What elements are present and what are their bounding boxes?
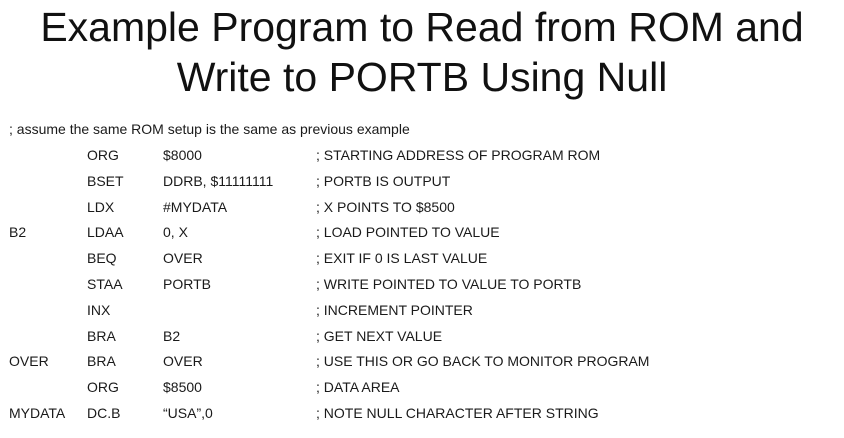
code-comment: ; INCREMENT POINTER [316,301,473,318]
code-line [0,351,844,377]
code-line [0,300,844,326]
code-comment: ; USE THIS OR GO BACK TO MONITOR PROGRAM [316,353,650,370]
code-operand: $8000 [163,147,202,163]
slide-title-line-2: Write to PORTB Using Null [176,54,668,100]
code-line [0,222,844,248]
code-operand: $8500 [163,379,202,396]
code-comment: ; WRITE POINTED TO VALUE TO PORTB [316,275,582,292]
code-line [0,326,844,352]
code-operand: PORTB [163,275,211,292]
code-opcode: BRA [87,353,116,370]
code-comment: ; DATA AREA [316,379,400,396]
code-comment: ; PORTB IS OUTPUT [316,172,451,189]
code-opcode: STAA [87,275,123,292]
code-line [0,248,844,274]
code-line [0,197,844,223]
code-opcode: ORG [87,379,119,396]
code-line [0,403,844,429]
code-opcode: ORG [87,147,119,163]
code-operand: OVER [163,353,203,370]
code-opcode: LDAA [87,224,124,241]
code-opcode: INX [87,301,111,318]
code-comment: ; LOAD POINTED TO VALUE [316,224,500,241]
intro-comment: ; assume the same ROM setup is the same as previous example [9,121,410,137]
code-opcode: LDX [87,198,115,215]
code-comment: ; NOTE NULL CHARACTER AFTER STRING [316,404,599,421]
code-opcode: BSET [87,172,124,189]
code-opcode: DC.B [87,404,121,421]
code-operand: B2 [163,327,181,344]
code-label: MYDATA [9,404,66,421]
code-listing [0,145,844,429]
code-label: B2 [9,224,27,241]
code-line [0,171,844,197]
code-opcode: BEQ [87,250,117,267]
code-line [0,377,844,403]
code-operand: DDRB, $11111111 [163,172,274,189]
code-operand: OVER [163,250,203,267]
code-opcode: BRA [87,327,116,344]
code-label: OVER [9,353,49,370]
slide-title-line-1: Example Program to Read from ROM and [40,4,804,50]
code-line [0,145,844,171]
code-comment: ; GET NEXT VALUE [316,327,443,344]
slide-title [0,2,844,102]
code-comment: ; EXIT IF 0 IS LAST VALUE [316,250,488,267]
code-comment: ; X POINTS TO $8500 [316,198,455,215]
code-line [0,274,844,300]
code-operand: “USA”,0 [163,404,213,421]
code-operand: 0, X [163,224,188,241]
code-comment: ; STARTING ADDRESS OF PROGRAM ROM [316,147,601,163]
code-operand: #MYDATA [163,198,228,215]
